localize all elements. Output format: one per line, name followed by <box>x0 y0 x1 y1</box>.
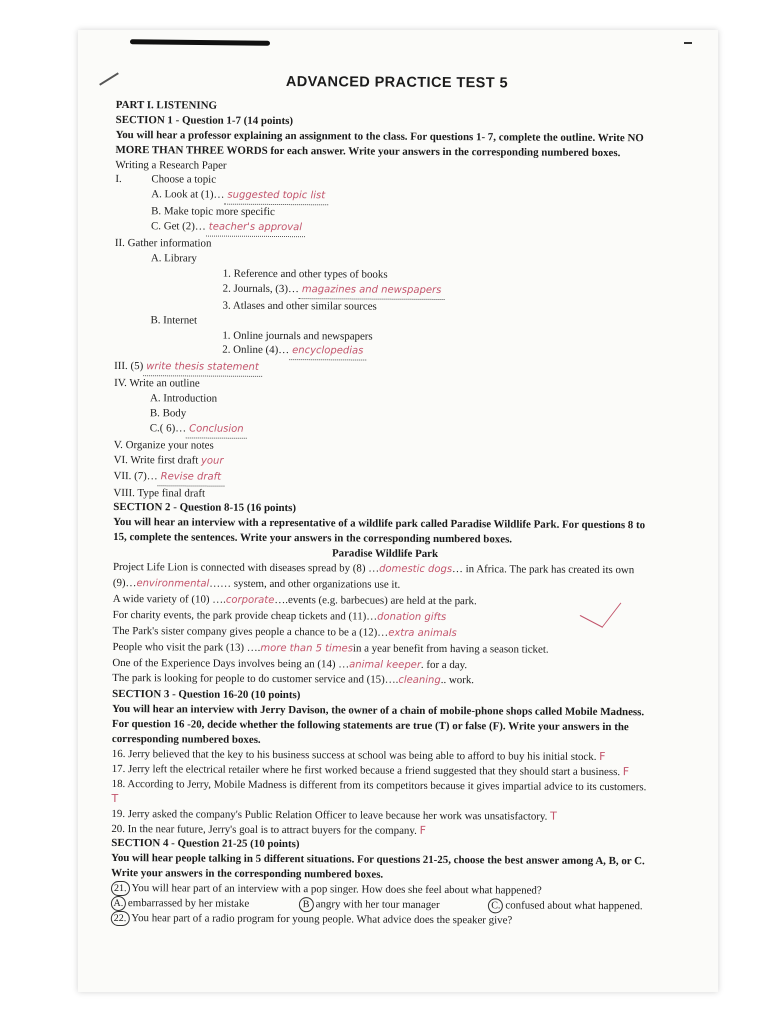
circled-number-22: 22. <box>111 911 130 926</box>
section3-heading: SECTION 3 - Question 16-20 (10 points) <box>112 688 301 702</box>
question-3-text: 2. Journals, (3)… <box>222 282 299 295</box>
circled-number-21: 21. <box>111 881 130 896</box>
statement-18-text: 18. According to Jerry, Mobile Madness is different from its competitors because it gives impartial advice to its customers. <box>111 777 647 794</box>
answer-3: magazines and newspapers <box>299 283 445 300</box>
outline-item-vi-text: VI. Write first draft <box>113 453 199 467</box>
answer-9: environmental <box>136 578 210 590</box>
answer-13: more than 5 times <box>260 642 353 655</box>
answer-12: extra animals <box>388 627 457 639</box>
outline-library: A. Library <box>150 252 197 265</box>
option-b-text: angry with her tour manager <box>315 898 440 912</box>
scan-dash-mark <box>684 42 692 44</box>
question-9-end: …… system, and other organizations use it. <box>209 577 401 591</box>
library-item-3: 3. Atlases and other similar sources <box>222 299 377 313</box>
answer-11: donation gifts <box>377 611 447 623</box>
option-a-label: A. <box>111 896 126 911</box>
option-c-label: C. <box>488 898 503 913</box>
statement-16-text: 16. Jerry believed that the key to his business success at school was being able to afford to buy his initial stock. <box>111 747 597 763</box>
question-8-text: Project Life Lion is connected with diseases spread by (8) … <box>112 561 380 575</box>
question-11-text: For charity events, the park provide cheap tickets and (11)… <box>112 608 378 623</box>
answer-8: domestic dogs <box>379 563 453 576</box>
answer-19: T <box>550 809 557 823</box>
option-a-text: embarrassed by her mistake <box>127 897 250 910</box>
option-b-label: B <box>299 897 314 912</box>
answer-7: Revise draft <box>158 470 224 486</box>
answer-1: suggested topic list <box>224 189 328 206</box>
outline-item-i-text: Choose a topic <box>151 173 217 187</box>
test-content <box>111 70 660 929</box>
statement-17-text: 17. Jerry left the electrical retailer where he first worked because a friend suggested that they should start a business. <box>111 762 621 778</box>
section4-heading: SECTION 4 - Question 21-25 (10 points) <box>111 837 300 851</box>
answer-15: cleaning <box>398 675 441 687</box>
question-9-text: … in Africa. The park has created its own (9)… <box>112 563 635 590</box>
section4-instructions: You will hear people talking in 5 different situations. For questions 21-25, choose the best answer among A, B, or C. Write your answers in the corresponding numbered boxes. <box>111 852 645 881</box>
answer-6: Conclusion <box>186 422 247 438</box>
statement-19-text: 19. Jerry asked the company's Public Relation Officer to leave because her work was unsatisfactory. <box>111 807 548 823</box>
answer-5: write thesis statement <box>143 360 262 377</box>
question-15-end: .. work. <box>440 674 475 687</box>
question-7-text: VII. (7)… <box>113 469 158 482</box>
question-12-text: The Park's sister company gives people a chance to be a (12)… <box>112 624 389 639</box>
outline-introduction: A. Introduction <box>149 392 218 405</box>
library-item-1: 1. Reference and other types of books <box>222 267 388 281</box>
question-8-9 <box>113 560 657 595</box>
part-heading: PART I. LISTENING <box>115 98 218 112</box>
section3-instructions: You will hear an interview with Jerry Davison, the owner of a chain of mobile-phone shops called Mobile Madness. For question 16 -20, decide whether the following statements are true (T) or false (F). Write your answers in the corresponding numbered boxes. <box>111 703 645 746</box>
handwritten-note: your <box>200 455 224 467</box>
outline-item-b: B. Make topic more specific <box>151 205 275 219</box>
option-c-text: confused about what happened. <box>505 899 643 913</box>
answer-2: teacher's approval <box>206 221 305 238</box>
question-10-end: ….events (e.g. barbecues) are held at the park. <box>274 593 477 608</box>
answer-20: F <box>419 823 426 837</box>
outline-item-viii: VIII. Type final draft <box>113 486 206 500</box>
statement-20-text: 20. In the near future, Jerry's goal is to attract buyers for the company. <box>111 822 417 837</box>
answer-16: F <box>599 749 606 763</box>
internet-item-1: 1. Online journals and newspapers <box>222 329 373 343</box>
question-13-text: People who visit the park (13) …. <box>112 640 261 654</box>
answer-10: corporate <box>225 594 275 606</box>
question-5-text: III. (5) <box>114 360 144 373</box>
roman-i: I. <box>115 173 122 186</box>
page-title: ADVANCED PRACTICE TEST 5 <box>285 74 508 92</box>
question-6-text: C.( 6)… <box>149 422 187 435</box>
outline-internet: B. Internet <box>150 313 198 327</box>
question-10-text: A wide variety of (10) …. <box>112 592 226 606</box>
question-13-end: in a year benefit from having a season ticket. <box>352 642 549 656</box>
outline-item-ii: II. Gather information <box>114 237 212 250</box>
outline-item-v: V. Organize your notes <box>113 438 214 452</box>
question-4-text: 2. Online (4)… <box>222 344 290 357</box>
section1-heading: SECTION 1 - Question 1-7 (14 points) <box>115 113 294 127</box>
statement-18 <box>112 777 656 810</box>
question-14-text: One of the Experience Days involves being an (14) … <box>112 656 350 670</box>
question-22-text: You hear part of a radio program for young people. What advice does the speaker give? <box>131 912 513 927</box>
question-15-text: The park is looking for people to do customer service and (15)…. <box>112 672 399 687</box>
outline-title: Writing a Research Paper <box>115 158 227 172</box>
section2-instructions: You will hear an interview with a representative of a wildlife park called Paradise Wildlife Park. For questions 8 to 15, complete the sentences. Write your answers in the corresponding numbered boxes. <box>113 516 646 546</box>
outline-body: B. Body <box>149 407 187 420</box>
question-2-text: C. Get (2)… <box>151 220 206 233</box>
section2-heading: SECTION 2 - Question 8-15 (16 points) <box>113 501 297 515</box>
question-1-text: A. Look at (1)… <box>151 188 225 202</box>
answer-4: encyclopedias <box>289 344 366 360</box>
section1-instructions: You will hear a professor explaining an assignment to the class. For questions 1- 7, complete the outline. Write NO MORE THAN THREE WORDS for each answer. Write your answers in the corresponding numbered boxes. <box>115 128 644 159</box>
question-14-end: . for a day. <box>420 658 468 671</box>
answer-14: animal keeper <box>349 658 421 671</box>
section2-subtitle: Paradise Wildlife Park <box>331 547 439 561</box>
answer-17: F <box>622 764 630 779</box>
question-21-text: You will hear part of an interview with a pop singer. How does she feel about what happened? <box>131 882 542 897</box>
outline-item-iv: IV. Write an outline <box>114 377 200 390</box>
answer-18: T <box>111 791 119 805</box>
